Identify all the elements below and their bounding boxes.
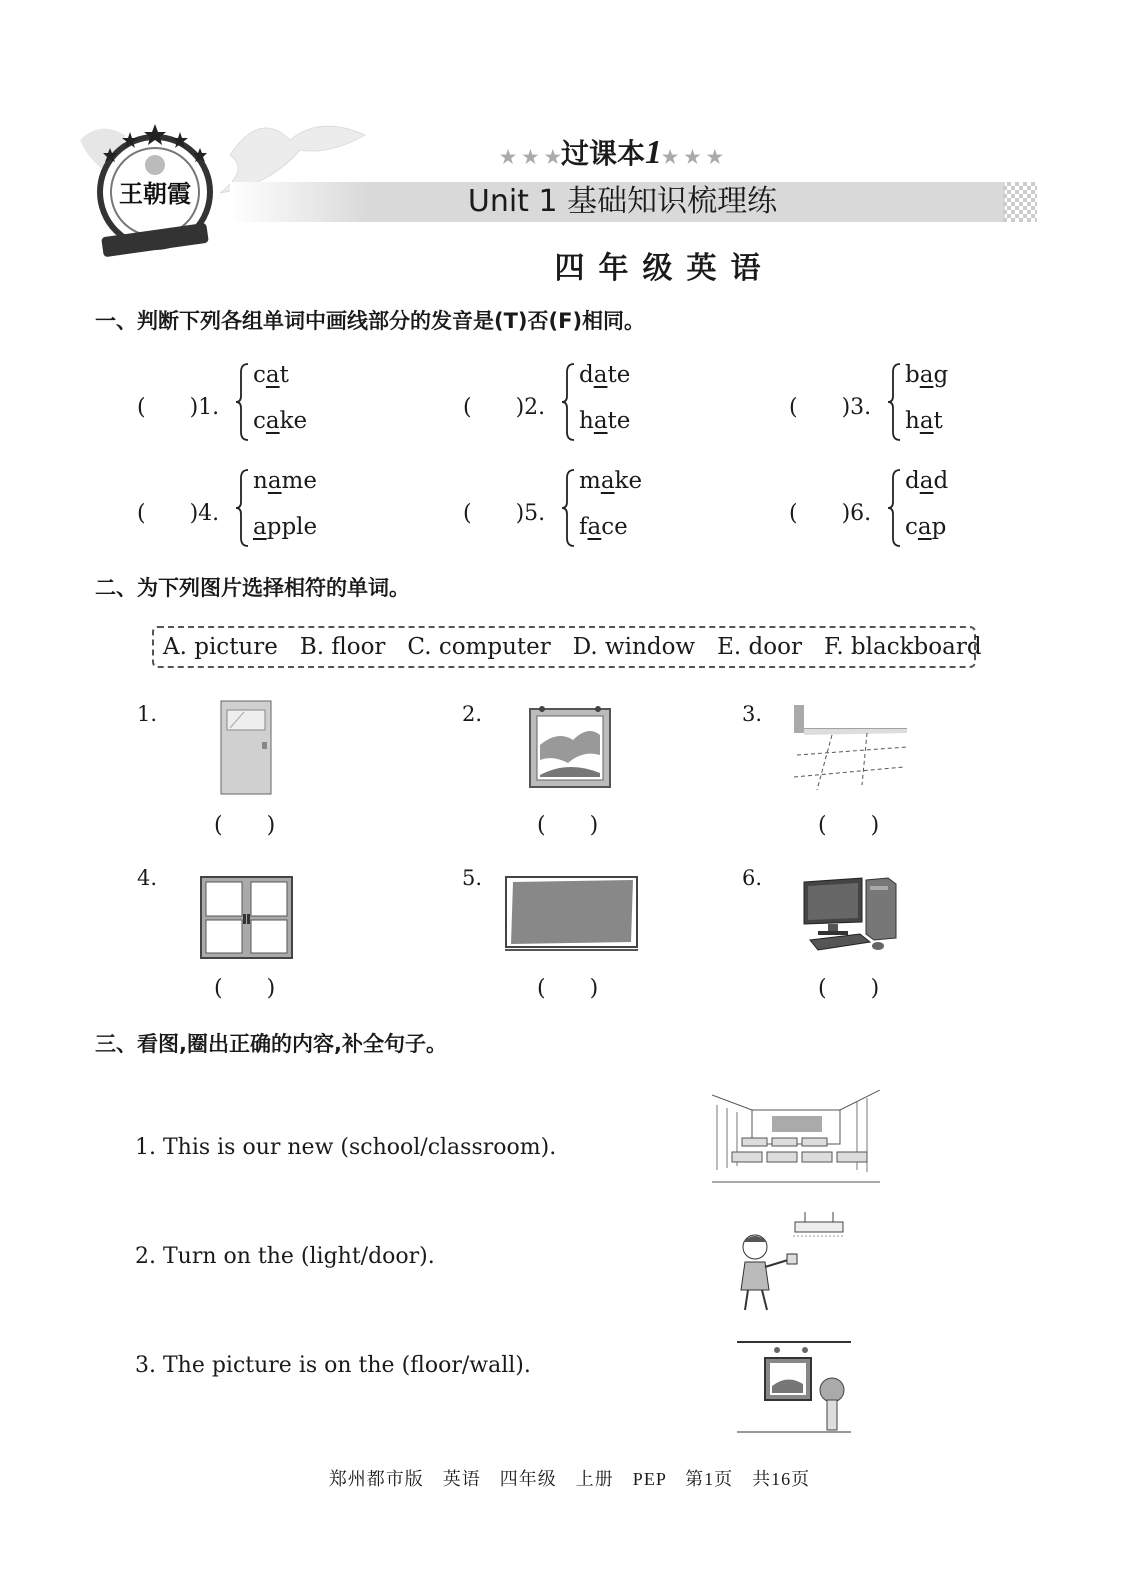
word-1: name [253, 468, 317, 494]
picture-number: 1. [137, 702, 158, 726]
option-d: D. window [572, 634, 696, 660]
sentence-2[interactable]: 2. Turn on the (light/door). [135, 1244, 435, 1269]
framed-picture [528, 705, 612, 789]
question-item [789, 468, 1119, 558]
option-a: A. picture [163, 634, 278, 660]
word-2: face [579, 514, 628, 540]
brace-icon [887, 362, 901, 442]
svg-text:王朝霞: 王朝霞 [119, 179, 191, 208]
word-2: hat [905, 408, 943, 434]
word-2: cake [253, 408, 308, 434]
brace-icon [235, 468, 249, 548]
word-1: cat [253, 362, 289, 388]
option-e: E. door [717, 634, 802, 660]
floor-picture [792, 705, 912, 790]
option-f: F. blackboard [823, 634, 982, 660]
section1-title: 一、判断下列各组单词中画线部分的发音是(T)否(F)相同。 [95, 309, 646, 333]
question-item [463, 362, 793, 452]
answer-blank[interactable]: ( ) [537, 813, 599, 838]
brace-icon [235, 362, 249, 442]
answer-blank[interactable]: ( )2. [463, 395, 546, 420]
door-picture [220, 700, 272, 795]
word-1: bag [905, 362, 949, 388]
picture-number: 6. [742, 866, 763, 890]
word-2: cap [905, 514, 947, 540]
question-item [463, 468, 793, 558]
picture-number: 5. [462, 866, 483, 890]
page-subtitle: 四年级英语 [554, 251, 775, 286]
answer-blank[interactable]: ( ) [818, 976, 880, 1001]
title-bar-pattern [1003, 182, 1037, 222]
brace-icon [887, 468, 901, 548]
answer-blank[interactable]: ( ) [818, 813, 880, 838]
wall-picture [737, 1338, 851, 1434]
word-2: apple [253, 514, 318, 540]
answer-blank[interactable]: ( ) [537, 976, 599, 1001]
brace-icon [561, 468, 575, 548]
unit-title: Unit 1 基础知识梳理练 [467, 184, 778, 219]
picture-number: 4. [137, 866, 158, 890]
series-title: ★ ★ ★过课本1★ ★ ★ [500, 134, 723, 171]
blackboard-picture [505, 876, 638, 953]
section2-title: 二、为下列图片选择相符的单词。 [95, 576, 410, 600]
sentence-3[interactable]: 3. The picture is on the (floor/wall). [135, 1353, 531, 1378]
answer-blank[interactable]: ( ) [214, 976, 276, 1001]
word-2: hate [579, 408, 631, 434]
option-b: B. floor [299, 634, 386, 660]
word-1: date [579, 362, 631, 388]
girl-light-picture [733, 1212, 848, 1317]
computer-picture [800, 876, 900, 959]
question-item [137, 468, 467, 558]
answer-blank[interactable]: ( )4. [137, 501, 220, 526]
option-c: C. computer [407, 634, 551, 660]
page-footer: 郑州都市版 英语 四年级 上册 PEP 第1页 共16页 [328, 1469, 811, 1489]
word-1: dad [905, 468, 949, 494]
answer-blank[interactable]: ( )5. [463, 501, 546, 526]
answer-blank[interactable]: ( ) [214, 813, 276, 838]
question-item [137, 362, 467, 452]
classroom-picture [712, 1090, 880, 1186]
answer-blank[interactable]: ( )1. [137, 395, 220, 420]
window-picture [200, 876, 293, 959]
section3-title: 三、看图,圈出正确的内容,补全句子。 [95, 1032, 447, 1056]
picture-number: 2. [462, 702, 483, 726]
question-item [789, 362, 1119, 452]
answer-blank[interactable]: ( )3. [789, 395, 872, 420]
brace-icon [561, 362, 575, 442]
word-options-box [152, 626, 982, 668]
picture-number: 3. [742, 702, 763, 726]
wangzhaoxia-logo [80, 120, 215, 260]
answer-blank[interactable]: ( )6. [789, 501, 872, 526]
word-1: make [579, 468, 643, 494]
sentence-1[interactable]: 1. This is our new (school/classroom). [135, 1135, 557, 1160]
